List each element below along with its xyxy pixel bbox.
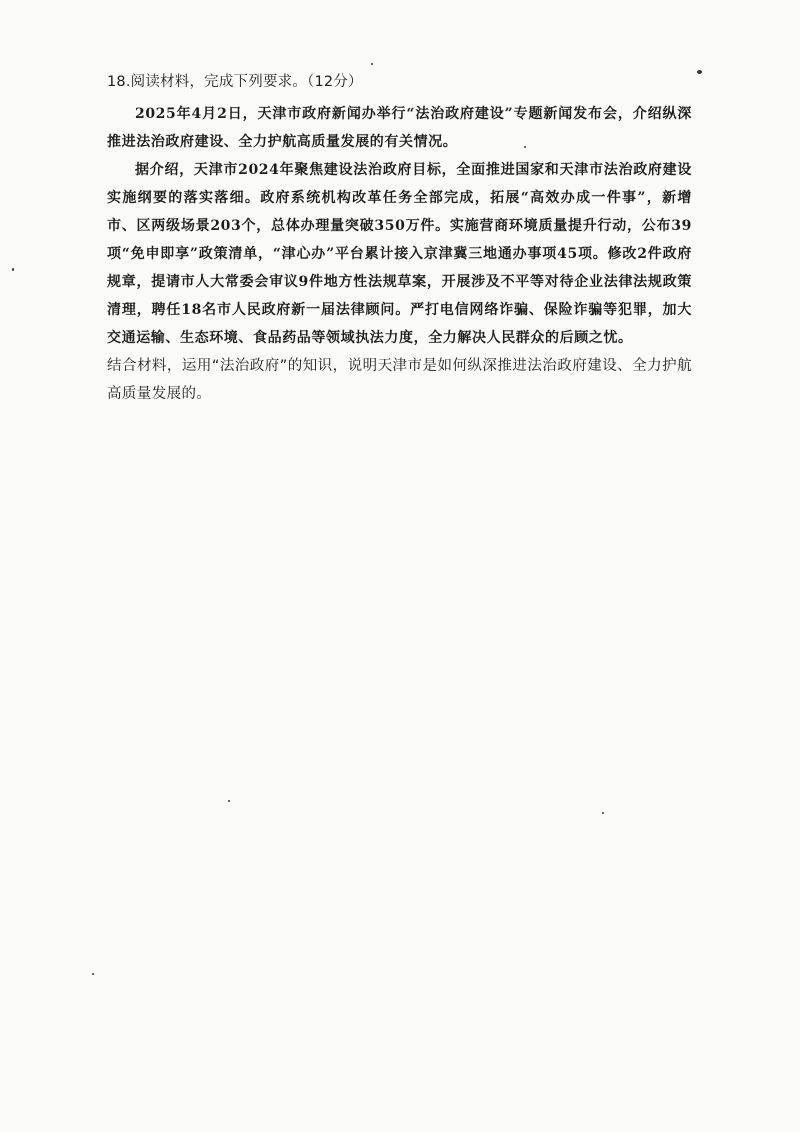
scan-speck: [524, 146, 526, 148]
question-title: 18.阅读材料，完成下列要求。（12分）: [107, 74, 363, 90]
material-block: [107, 100, 692, 352]
scan-speck: [92, 973, 94, 975]
material-paragraph-1: 2025年4月2日，天津市政府新闻办举行“法治政府建设”专题新闻发布会，介绍纵深推进法治政府建设、全力护航高质量发展的有关情况。: [107, 106, 692, 150]
question-task: 结合材料，运用“法治政府”的知识，说明天津市是如何纵深推进法治政府建设、全力护航高质量发展的。: [107, 358, 692, 402]
question-18: [107, 70, 692, 408]
scan-speck: [371, 63, 373, 65]
scan-speck: [12, 268, 14, 271]
scan-speck: [228, 800, 230, 802]
material-paragraph-2: 据介绍，天津市2024年聚焦建设法治政府目标，全面推进国家和天津市法治政府建设实施纲要的落实落细。政府系统机构改革任务全部完成，拓展“高效办成一件事”，新增市、区两级场景203个，总体办理量突破350万件。实施营商环境质量提升行动，公布39项“免申即享”政策清单，“津心办”平台累计接入京津冀三地通办事项45项。修改2件政府规章，提请市人大常委会审议9件地方性法规草案，开展涉及不平等对待企业法律法规政策清理，聘任18名市人民政府新一届法律顾问。严打电信网络诈骗、保险诈骗等犯罪，加大交通运输、生态环境、食品药品等领域执法力度，全力解决人民群众的后顾之忧。: [107, 162, 692, 346]
scan-speck: [602, 812, 604, 814]
scan-speck: [697, 70, 702, 74]
